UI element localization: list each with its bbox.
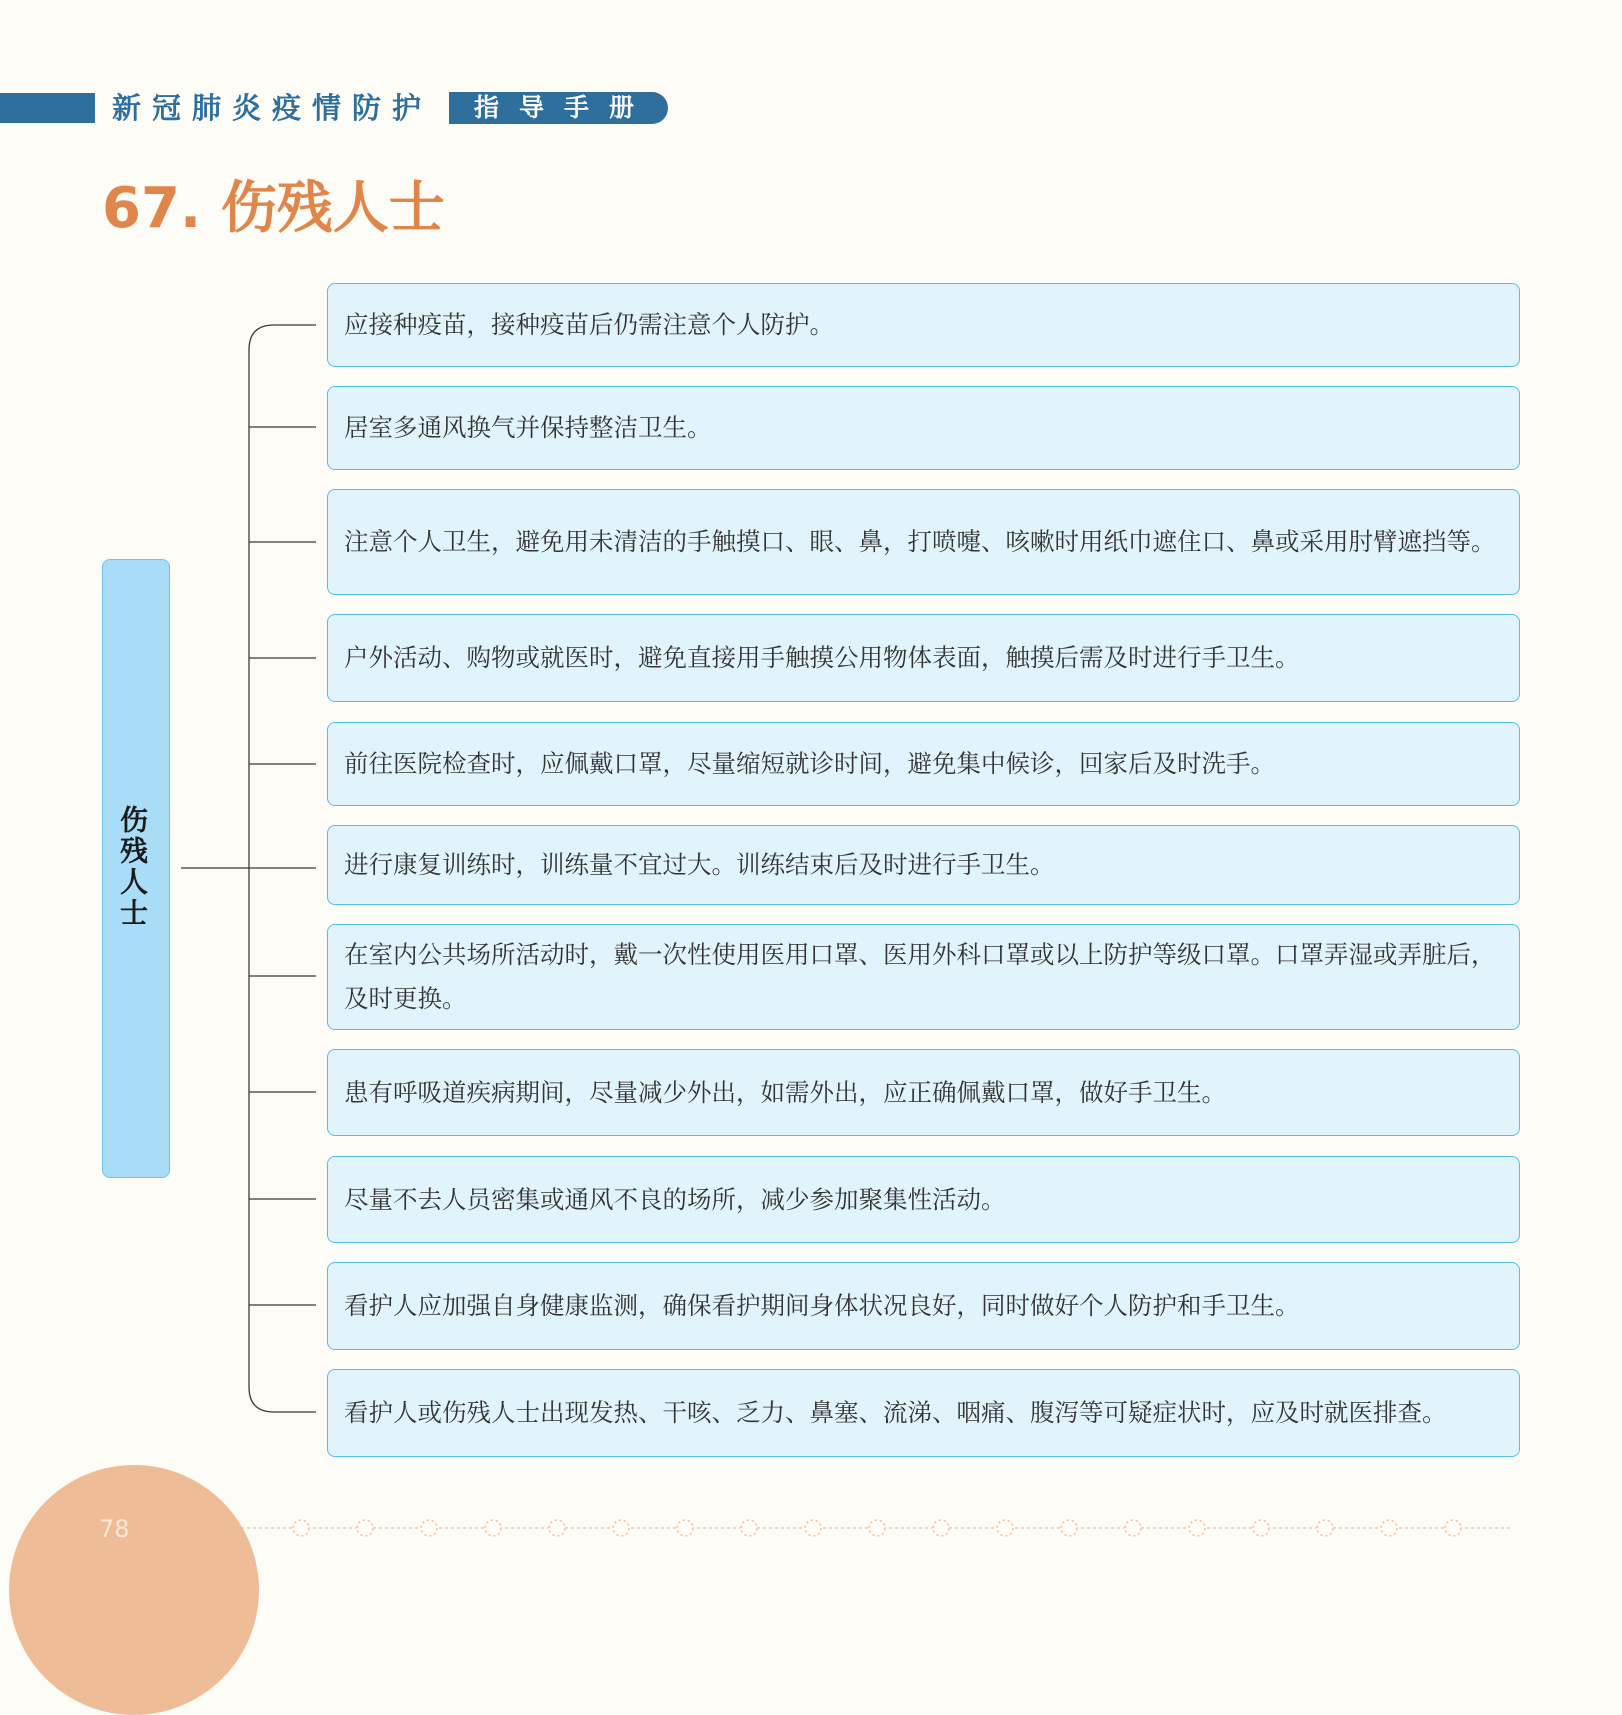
divider-dot (357, 1520, 373, 1536)
divider-dot (869, 1520, 885, 1536)
item-text: 尽量不去人员密集或通风不良的场所，减少参加聚集性活动。 (344, 1184, 1006, 1214)
item-text: 居室多通风换气并保持整洁卫生。 (344, 413, 712, 442)
item-text: 看护人应加强自身健康监测，确保看护期间身体状况良好，同时做好个人防护和手卫生。 (344, 1291, 1300, 1320)
page-number: 78 (99, 1515, 130, 1543)
divider-dot (1317, 1520, 1333, 1536)
divider-dot (293, 1520, 309, 1536)
divider-dot (741, 1520, 757, 1536)
header-pill-label: 指导手册 (474, 93, 655, 122)
item-text: 患有呼吸道疾病期间，尽量减少外出，如需外出，应正确佩戴口罩，做好手卫生。 (344, 1077, 1226, 1107)
divider-dot (805, 1520, 821, 1536)
category-label: 伤残人士 (116, 805, 149, 929)
divider-dot (1381, 1520, 1397, 1536)
divider-dot (997, 1520, 1013, 1536)
divider-dot (549, 1520, 565, 1536)
item-text: 户外活动、购物或就医时，避免直接用手触摸公用物体表面，触摸后需及时进行手卫生。 (344, 643, 1300, 672)
page-corner-circle (9, 1465, 259, 1715)
divider-dot (1253, 1520, 1269, 1536)
page-title: 67. 伤残人士 (102, 176, 445, 241)
divider-dot (933, 1520, 949, 1536)
divider-dot (1125, 1520, 1141, 1536)
item-text: 前往医院检查时，应佩戴口罩，尽量缩短就诊时间，避免集中候诊，回家后及时洗手。 (344, 749, 1275, 778)
divider-dot (421, 1520, 437, 1536)
item-text: 进行康复训练时，训练量不宜过大。训练结束后及时进行手卫生。 (344, 850, 1055, 879)
divider-dot (677, 1520, 693, 1536)
item-text: 在室内公共场所活动时，戴一次性使用医用口罩、医用外科口罩或以上防护等级口罩。口罩弄湿或弄脏后，及时更换。 (344, 940, 1496, 1013)
divider-dot (1189, 1520, 1205, 1536)
item-text: 注意个人卫生，避免用未清洁的手触摸口、眼、鼻，打喷嚏、咳嗽时用纸巾遮住口、鼻或采用肘臂遮挡等。 (344, 527, 1496, 556)
item-text: 应接种疫苗，接种疫苗后仍需注意个人防护。 (344, 310, 834, 339)
divider-dot (1445, 1520, 1461, 1536)
divider-dot (1061, 1520, 1077, 1536)
divider-dot (485, 1520, 501, 1536)
header-title: 新冠肺炎疫情防护 (112, 91, 433, 125)
item-text: 看护人或伤残人士出现发热、干咳、乏力、鼻塞、流涕、咽痛、腹泻等可疑症状时，应及时就医排查。 (344, 1398, 1447, 1427)
divider-dot (613, 1520, 629, 1536)
